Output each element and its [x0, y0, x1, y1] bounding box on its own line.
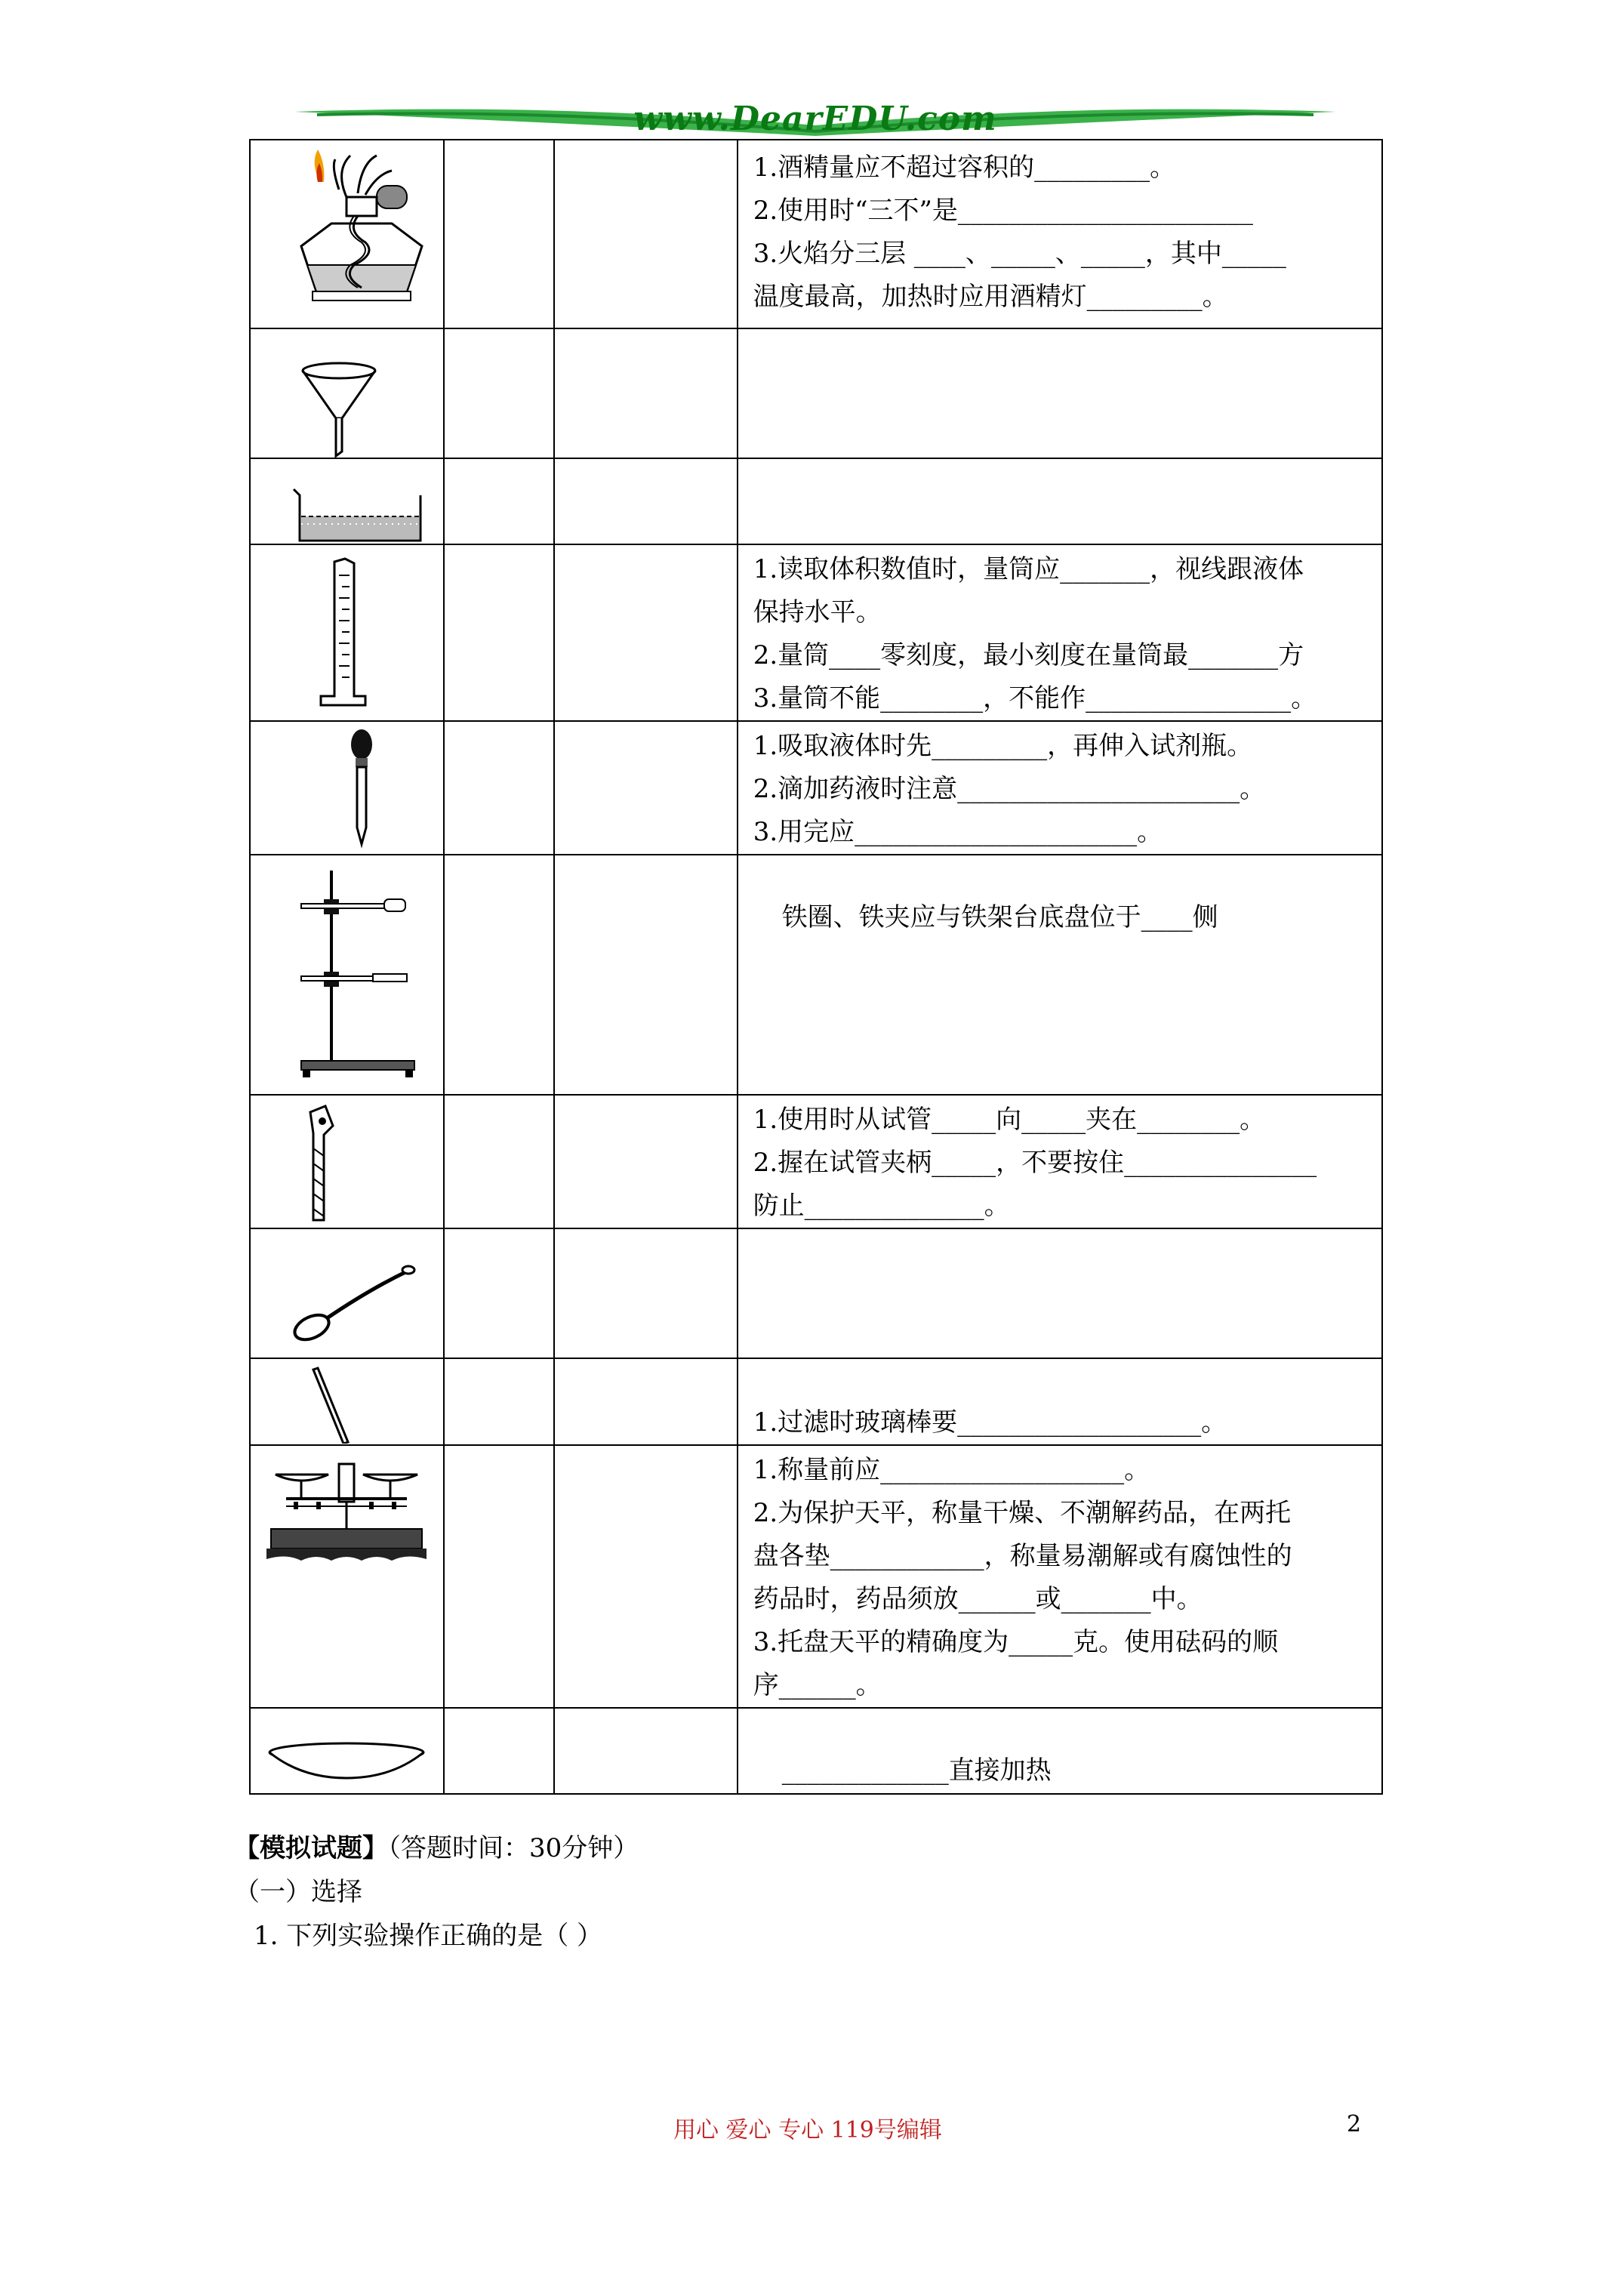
- empty-cell: [444, 458, 554, 544]
- page-number: 2: [1347, 2111, 1362, 2137]
- table-row: [250, 544, 1382, 721]
- text-line: 2.量筒____零刻度，最小刻度在量筒最_______方: [753, 640, 1304, 670]
- table-row: [250, 328, 1382, 458]
- table-row: [250, 1358, 1382, 1445]
- text-line: 1.读取体积数值时，量筒应_______，视线跟液体: [753, 554, 1304, 584]
- empty-cell: [444, 1095, 554, 1228]
- beaker-icon: [256, 459, 437, 544]
- text-line: 保持水平。: [753, 597, 882, 627]
- text-line: 2.使用时“三不”是_______________________: [753, 196, 1253, 226]
- lab-equipment-table: [249, 139, 1383, 1795]
- text-line: 1.使用时从试管_____向_____夹在________。: [753, 1105, 1266, 1135]
- image-cell: [250, 1228, 444, 1358]
- empty-cell: [444, 855, 554, 1095]
- table-row: [250, 1228, 1382, 1358]
- text-line: 温度最高，加热时应用酒精灯_________。: [753, 282, 1228, 312]
- text-line: 防止______________。: [753, 1191, 1010, 1221]
- empty-cell: [444, 721, 554, 855]
- table-row: [250, 855, 1382, 1095]
- image-cell: [250, 458, 444, 544]
- text-line: 1.酒精量应不超过容积的_________。: [753, 153, 1176, 183]
- empty-cell: [738, 1228, 1382, 1358]
- spoon-icon: [263, 1229, 430, 1358]
- empty-cell: [554, 140, 738, 328]
- image-cell: [250, 1708, 444, 1794]
- empty-cell: [444, 1228, 554, 1358]
- text-line: 2.滴加药液时注意______________________。: [753, 774, 1266, 804]
- empty-cell: [554, 855, 738, 1095]
- description-cell: [738, 1358, 1382, 1445]
- section-title: 【模拟试题】: [234, 1833, 388, 1863]
- empty-cell: [738, 328, 1382, 458]
- image-cell: [250, 140, 444, 328]
- evaporating-dish-icon: [256, 1709, 437, 1793]
- empty-cell: [554, 544, 738, 721]
- section-title-note: （答题时间：30分钟）: [388, 1833, 639, 1863]
- text-line: 药品时，药品须放______或_______中。: [753, 1584, 1203, 1614]
- empty-cell: [554, 1445, 738, 1708]
- empty-cell: [554, 721, 738, 855]
- empty-cell: [444, 544, 554, 721]
- description-cell: [738, 855, 1382, 1095]
- empty-cell: [554, 1095, 738, 1228]
- text-line: 3.火焰分三层 ____、_____、_____，其中_____: [753, 239, 1286, 269]
- image-cell: [250, 721, 444, 855]
- section-heading: [234, 1827, 639, 1864]
- empty-cell: [444, 328, 554, 458]
- image-cell: [250, 1445, 444, 1708]
- text-line: 3.用完应______________________。: [753, 817, 1163, 847]
- test-tube-holder-icon: [263, 1096, 430, 1224]
- description-cell: [738, 544, 1382, 721]
- empty-cell: [444, 140, 554, 328]
- text-line: 2.握在试管夹柄_____，不要按住_______________: [753, 1148, 1317, 1178]
- funnel-icon: [263, 329, 430, 458]
- text-line: 1.吸取液体时先_________，再伸入试剂瓶。: [753, 731, 1253, 761]
- section-part: （一）选择: [234, 1877, 362, 1907]
- table-row: [250, 721, 1382, 855]
- empty-cell: [554, 1228, 738, 1358]
- text-line: 1.过滤时玻璃棒要___________________。: [753, 1407, 1227, 1438]
- image-cell: [250, 544, 444, 721]
- empty-cell: [444, 1445, 554, 1708]
- empty-cell: [554, 1708, 738, 1794]
- table-row: [250, 1708, 1382, 1794]
- empty-cell: [554, 328, 738, 458]
- description-cell: [738, 1445, 1382, 1708]
- measuring-cylinder-icon: [263, 545, 430, 715]
- text-line: 2.为保护天平，称量干燥、不潮解药品，在两托: [753, 1498, 1292, 1528]
- table-row: [250, 1445, 1382, 1708]
- description-cell: [738, 721, 1382, 855]
- table-row: [250, 458, 1382, 544]
- text-line: 1.称量前应___________________。: [753, 1455, 1150, 1485]
- alcohol-lamp-icon: [263, 140, 430, 322]
- text-line: 3.量筒不能________，不能作________________。: [753, 683, 1317, 713]
- table-row: [250, 140, 1382, 328]
- dropper-icon: [263, 722, 430, 850]
- text-line: 序______。: [753, 1670, 882, 1700]
- image-cell: [250, 1358, 444, 1445]
- text-line: _____________直接加热: [781, 1755, 1052, 1786]
- empty-cell: [444, 1708, 554, 1794]
- image-cell: [250, 1095, 444, 1228]
- description-cell: [738, 1708, 1382, 1794]
- image-cell: [250, 328, 444, 458]
- description-cell: [738, 140, 1382, 328]
- empty-cell: [554, 458, 738, 544]
- question-1: 1. 下列实验操作正确的是（ ）: [254, 1921, 603, 1951]
- description-cell: [738, 1095, 1382, 1228]
- iron-stand-icon: [263, 855, 430, 1089]
- empty-cell: [554, 1358, 738, 1445]
- table-row: [250, 1095, 1382, 1228]
- glass-rod-icon: [263, 1359, 430, 1444]
- footer-text: 用心 爱心 专心 119号编辑: [673, 2117, 942, 2143]
- empty-cell: [738, 458, 1382, 544]
- image-cell: [250, 855, 444, 1095]
- site-logo[interactable]: www.DearEDU.com: [633, 100, 997, 138]
- text-line: 3.托盘天平的精确度为_____克。使用砝码的顺: [753, 1627, 1279, 1657]
- text-line: 盘各垫____________，称量易潮解或有腐蚀性的: [753, 1541, 1292, 1571]
- empty-cell: [444, 1358, 554, 1445]
- balance-icon: [256, 1446, 437, 1597]
- text-line: 铁圈、铁夹应与铁架台底盘位于____侧: [781, 902, 1218, 932]
